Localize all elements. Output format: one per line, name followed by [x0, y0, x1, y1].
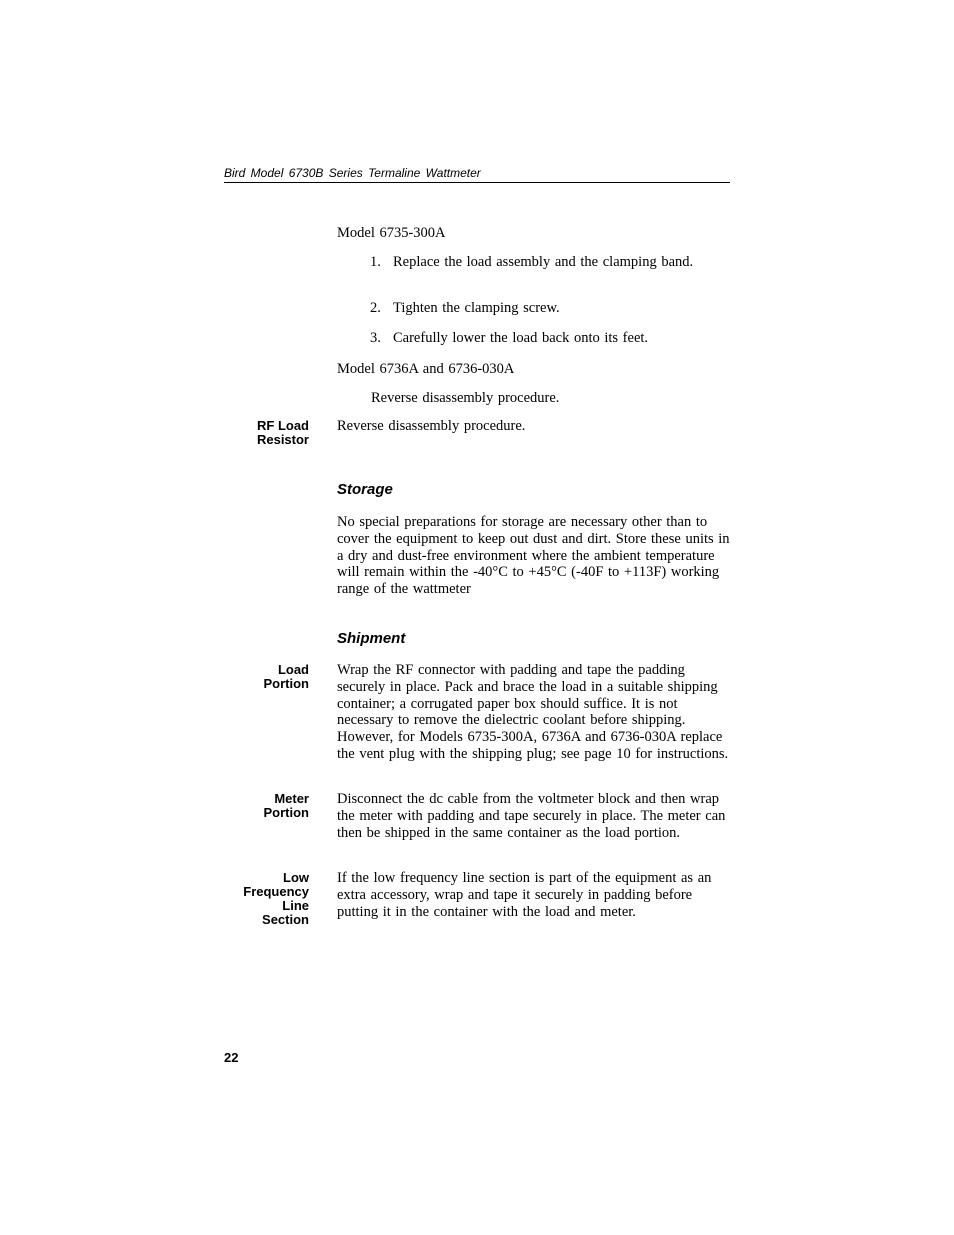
list-item-text: Tighten the clamping screw. — [393, 300, 560, 316]
list-item-number: 3. — [370, 330, 381, 346]
side-label-line: Load — [277, 662, 309, 677]
low-frequency-line-section-text: If the low frequency line section is part of the equipment as an extra accessory, wrap and tape it securely in padding before putting it in the container with the load and meter. — [337, 870, 712, 920]
list-item-text: Replace the load assembly and the clamping band. — [393, 254, 694, 270]
side-label-line: Portion — [263, 805, 309, 820]
model-6736-heading: Model 6736A and 6736-030A — [337, 361, 515, 377]
model-6736-text: Reverse disassembly procedure. — [371, 390, 560, 406]
list-item — [370, 254, 710, 271]
meter-portion-text: Disconnect the dc cable from the voltmeter block and then wrap the meter with padding and tape securely in place. The meter can then be shipped in the same container as the load portion. — [337, 791, 726, 841]
list-item-number: 1. — [370, 254, 381, 270]
side-label-line: Portion — [263, 676, 309, 691]
rf-load-resistor-text: Reverse disassembly procedure. — [337, 418, 526, 434]
list-item-text: Carefully lower the load back onto its feet. — [393, 330, 649, 346]
load-portion-text: Wrap the RF connector with padding and tape the padding securely in place. Pack and brace the load in a suitable shipping container; a corrugated paper box should suffice. It is not necessary to remove the dielectric coolant before shipping. However, for Models 6735-300A, 6736A and 6736-030A replace the vent plug with the shipping plug; see page 10 for instructions. — [337, 662, 729, 762]
side-label-line: Low — [283, 870, 309, 885]
rf-load-resistor-label — [199, 419, 309, 447]
model-6735-heading: Model 6735-300A — [337, 225, 446, 241]
low-frequency-line-section-label — [199, 871, 309, 927]
running-header — [224, 166, 730, 183]
meter-portion-label — [199, 792, 309, 820]
side-label-line: Line — [282, 898, 309, 913]
side-label-line: Resistor — [256, 432, 309, 447]
side-label-line: Meter — [274, 791, 309, 806]
list-item — [370, 300, 710, 317]
page-number: 22 — [224, 1050, 239, 1065]
list-item — [370, 330, 710, 347]
shipment-heading: Shipment — [337, 630, 406, 647]
storage-text: No special preparations for storage are necessary other than to cover the equipment to keep out dust and dirt. Store these units in a dry and dust-free environment where the ambient temperature will remain within the -40°C to +45°C (-40F to +113F) working range of the wattmeter — [337, 514, 730, 598]
storage-heading: Storage — [337, 481, 393, 498]
side-label-line: Frequency — [243, 884, 309, 899]
side-label-line: Section — [262, 912, 309, 927]
header-title: Bird Model 6730B Series Termaline Wattmeter — [224, 166, 481, 180]
list-item-number: 2. — [370, 300, 381, 316]
load-portion-label — [199, 663, 309, 691]
side-label-line: RF Load — [257, 418, 309, 433]
